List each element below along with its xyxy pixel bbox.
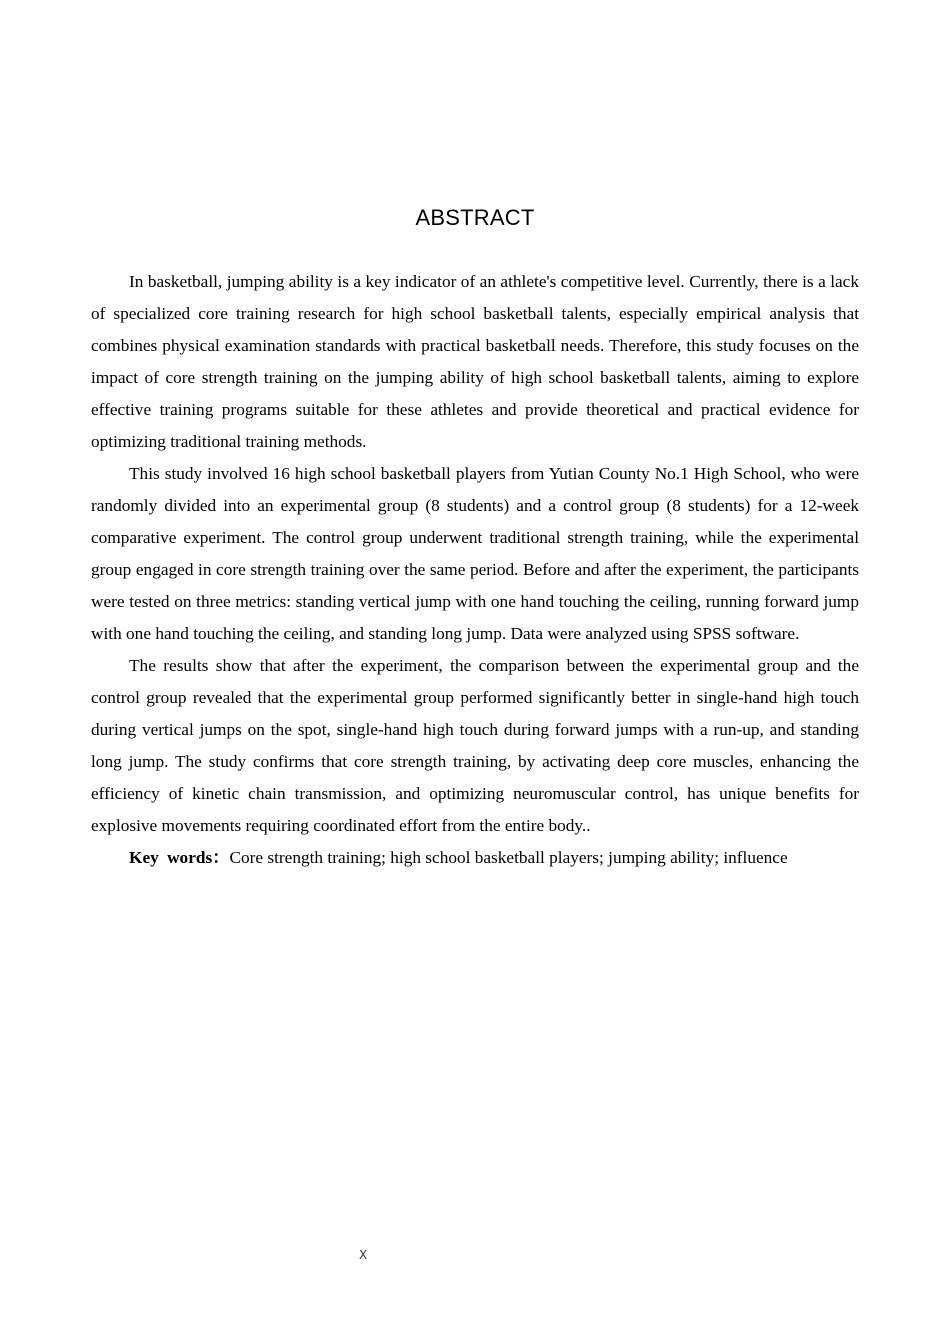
abstract-title: ABSTRACT [415, 205, 535, 230]
keywords-line [91, 842, 859, 874]
page-number: Ⅹ [359, 1248, 368, 1262]
keywords-text: Core strength training; high school basketball players; jumping ability; influence [229, 848, 788, 867]
keywords-label: Key words： [129, 848, 230, 867]
abstract-body [91, 266, 859, 874]
abstract-paragraph-2: This study involved 16 high school basketball players from Yutian County No.1 High School, who were randomly divided into an experimental group (8 students) and a control group (8 students) for a 12-week comparative experiment. The control group underwent traditional strength training, while the experimental group engaged in core strength training over the same period. Before and after the experiment, the participants were tested on three metrics: standing vertical jump with one hand touching the ceiling, running forward jump with one hand touching the ceiling, and standing long jump. Data were analyzed using SPSS software. [91, 464, 859, 643]
abstract-paragraph-1: In basketball, jumping ability is a key indicator of an athlete's competitive level. Currently, there is a lack of specialized core training research for high school basketball talents, especially empirical analysis that combines physical examination standards with practical basketball needs. Therefore, this study focuses on the impact of core strength training on the jumping ability of high school basketball talents, aiming to explore effective training programs suitable for these athletes and provide theoretical and practical evidence for optimizing traditional training methods. [91, 272, 859, 451]
abstract-paragraph-3: The results show that after the experiment, the comparison between the experimental group and the control group revealed that the experimental group performed significantly better in single-hand high touch during vertical jumps on the spot, single-hand high touch during forward jumps with a run-up, and standing long jump. The study confirms that core strength training, by activating deep core muscles, enhancing the efficiency of kinetic chain transmission, and optimizing neuromuscular control, has unique benefits for explosive movements requiring coordinated effort from the entire body.. [91, 656, 859, 835]
